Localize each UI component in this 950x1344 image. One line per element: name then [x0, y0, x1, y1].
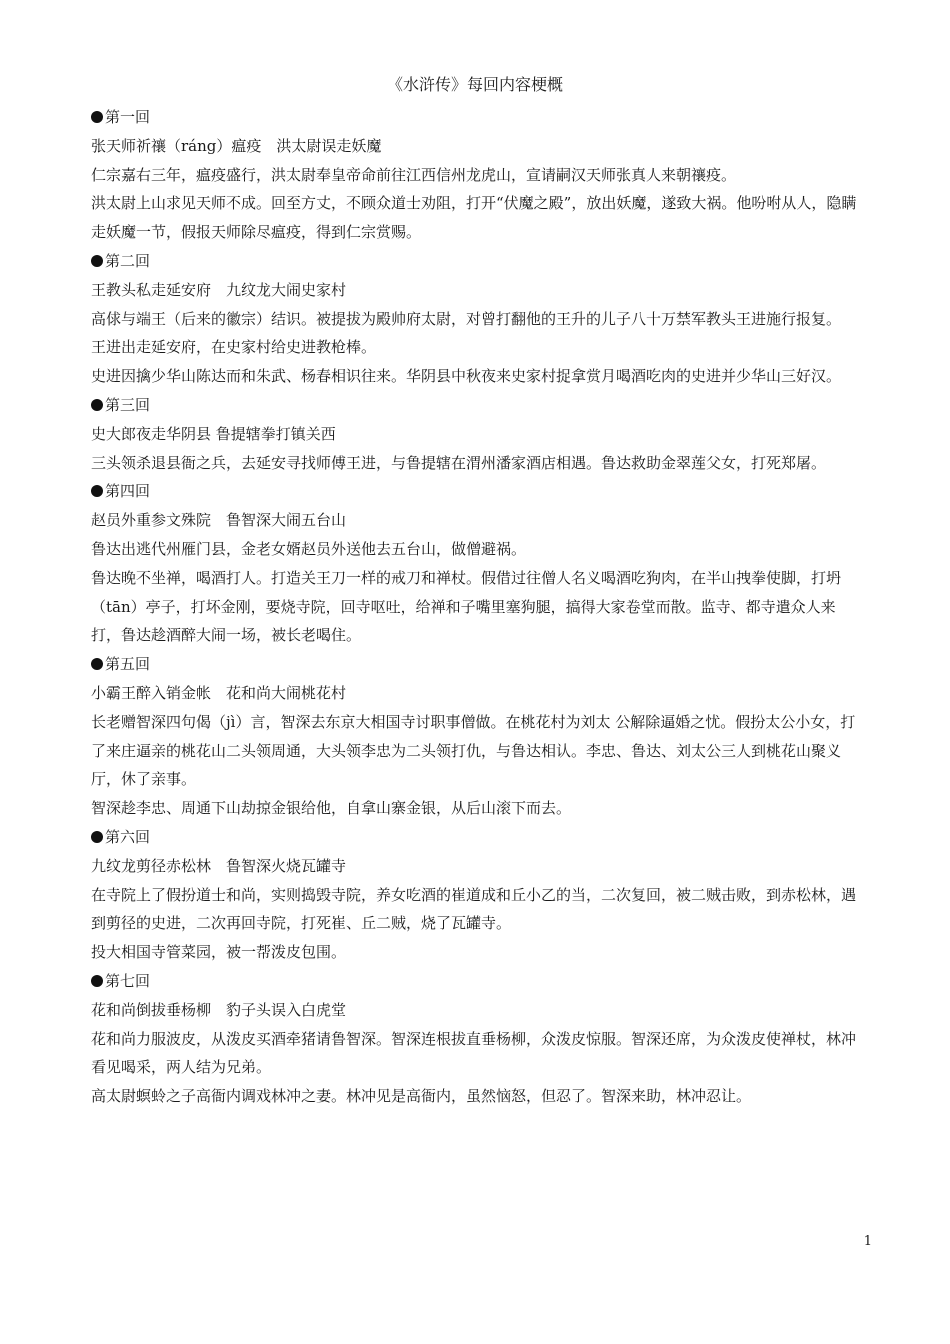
chapter-section	[91, 103, 861, 247]
chapter-subtitle: 九纹龙剪径赤松林 鲁智深火烧瓦罐寺	[91, 856, 347, 875]
chapter-subtitle: 花和尚倒拔垂杨柳 豹子头误入白虎堂	[91, 1000, 347, 1019]
chapter-paragraph: 智深趁李忠、周通下山劫掠金银给他，自拿山寨金银，从后山滚下而去。	[91, 799, 572, 818]
chapter-subtitle: 赵员外重参文殊院 鲁智深大闹五台山	[91, 511, 347, 530]
chapter-paragraph: 三头领杀退县衙之兵，去延安寻找师傅王进，与鲁提辖在渭州潘家酒店相遇。鲁达救助金翠莲父女，打死郑屠。	[91, 453, 827, 472]
chapter-heading-text: 第二回	[105, 251, 151, 270]
chapter-subtitle: 张天师祈禳（ráng）瘟疫 洪太尉误走妖魔	[91, 136, 382, 155]
chapter-section	[91, 967, 861, 1111]
bullet-icon	[91, 399, 103, 411]
chapter-section	[91, 650, 861, 823]
chapter-section	[91, 391, 861, 477]
chapter-heading-text: 第七回	[105, 971, 151, 990]
chapter-heading	[91, 391, 861, 420]
chapter-paragraph: 在寺院上了假扮道士和尚，实则捣毁寺院，养女吃酒的崔道成和丘小乙的当，二次复回，被二贼击败，到赤松林，遇到剪径的史进，二次再回寺院，打死崔、丘二贼，烧了瓦罐寺。	[91, 885, 857, 933]
chapter-paragraph: 花和尚力服波皮，从泼皮买酒牵猪请鲁智深。智深连根拔直垂杨柳，众泼皮惊服。智深还席，为众泼皮使禅杖，林冲看见喝采，两人结为兄弟。	[91, 1029, 857, 1077]
chapter-heading-text: 第六回	[105, 827, 151, 846]
chapter-heading-text: 第五回	[105, 655, 151, 674]
chapter-paragraph: 鲁达晚不坐禅，喝酒打人。打造关王刀一样的戒刀和禅杖。假借过往僧人名义喝酒吃狗肉，在半山拽拳使脚，打坍（tān）亭子，打坏金刚，要烧寺院，回寺呕吐，给禅和子嘴里塞狗腿，搞得大家卷堂而散。监寺、都寺遣众人来打，鲁达趁酒醉大闹一场，被长老喝住。	[91, 568, 842, 645]
bullet-icon	[91, 255, 103, 267]
chapter-heading	[91, 103, 861, 132]
chapter-heading-text: 第三回	[105, 395, 151, 414]
chapter-subtitle: 王教头私走延安府 九纹龙大闹史家村	[91, 280, 347, 299]
chapter-paragraph: 史进因擒少华山陈达而和朱武、杨春相识往来。华阴县中秋夜来史家村捉拿赏月喝酒吃肉的史进并少华山三好汉。	[91, 367, 842, 386]
chapter-paragraph: 洪太尉上山求见天师不成。回至方丈，不顾众道士劝阻，打开“伏魔之殿”，放出妖魔，遂致大祸。他吩咐从人，隐瞒走妖魔一节，假报天师除尽瘟疫，得到仁宗赏赐。	[91, 194, 857, 242]
chapter-heading	[91, 823, 861, 852]
chapter-section	[91, 477, 861, 650]
chapter-paragraph: 高太尉螟蛉之子高衙内调戏林冲之妻。林冲见是高衙内，虽然恼怒，但忍了。智深来助，林冲忍让。	[91, 1087, 752, 1106]
chapter-heading-text: 第四回	[105, 482, 151, 501]
chapter-subtitle: 小霸王醉入销金帐 花和尚大闹桃花村	[91, 683, 347, 702]
chapter-paragraph: 长老赠智深四句偈（jì）言，智深去东京大相国寺讨职事僧做。在桃花村为刘太 公解除逼婚之忧。假扮太公小女，打了来庄逼亲的桃花山二头领周通，大头领李忠为二头领打仇，与鲁达相认。李忠、鲁达、刘太公三人到桃花山聚义厅，休了亲事。	[91, 712, 856, 789]
chapter-subtitle: 史大郎夜走华阴县 鲁提辖拳打镇关西	[91, 424, 336, 443]
chapter-paragraph: 投大相国寺管菜园，被一帮泼皮包围。	[91, 943, 347, 962]
chapter-heading	[91, 650, 861, 679]
chapter-heading	[91, 247, 861, 276]
chapter-heading	[91, 477, 861, 506]
bullet-icon	[91, 831, 103, 843]
chapter-paragraph: 高俅与端王（后来的徽宗）结识。被提拔为殿帅府太尉，对曾打翻他的王升的儿子八十万禁军教头王进施行报复。	[91, 309, 842, 328]
bullet-icon	[91, 485, 103, 497]
page-number: 1	[863, 1234, 872, 1249]
chapter-heading-text: 第一回	[105, 108, 151, 126]
bullet-icon	[91, 975, 103, 987]
bullet-icon	[91, 658, 103, 670]
chapter-paragraph: 鲁达出逃代州雁门县，金老女婿赵员外送他去五台山，做僧避祸。	[91, 539, 527, 558]
bullet-icon	[91, 111, 103, 123]
chapter-paragraph: 仁宗嘉右三年，瘟疫盛行，洪太尉奉皇帝命前往江西信州龙虎山，宣请嗣汉天师张真人来朝禳疫。	[91, 165, 737, 184]
chapter-heading	[91, 967, 861, 996]
chapter-paragraph: 王进出走延安府，在史家村给史进教枪棒。	[91, 338, 377, 357]
document-title: 《水浒传》每回内容梗概	[386, 75, 563, 94]
chapter-section	[91, 247, 861, 391]
chapter-section	[91, 823, 861, 967]
document-body	[91, 103, 861, 1111]
